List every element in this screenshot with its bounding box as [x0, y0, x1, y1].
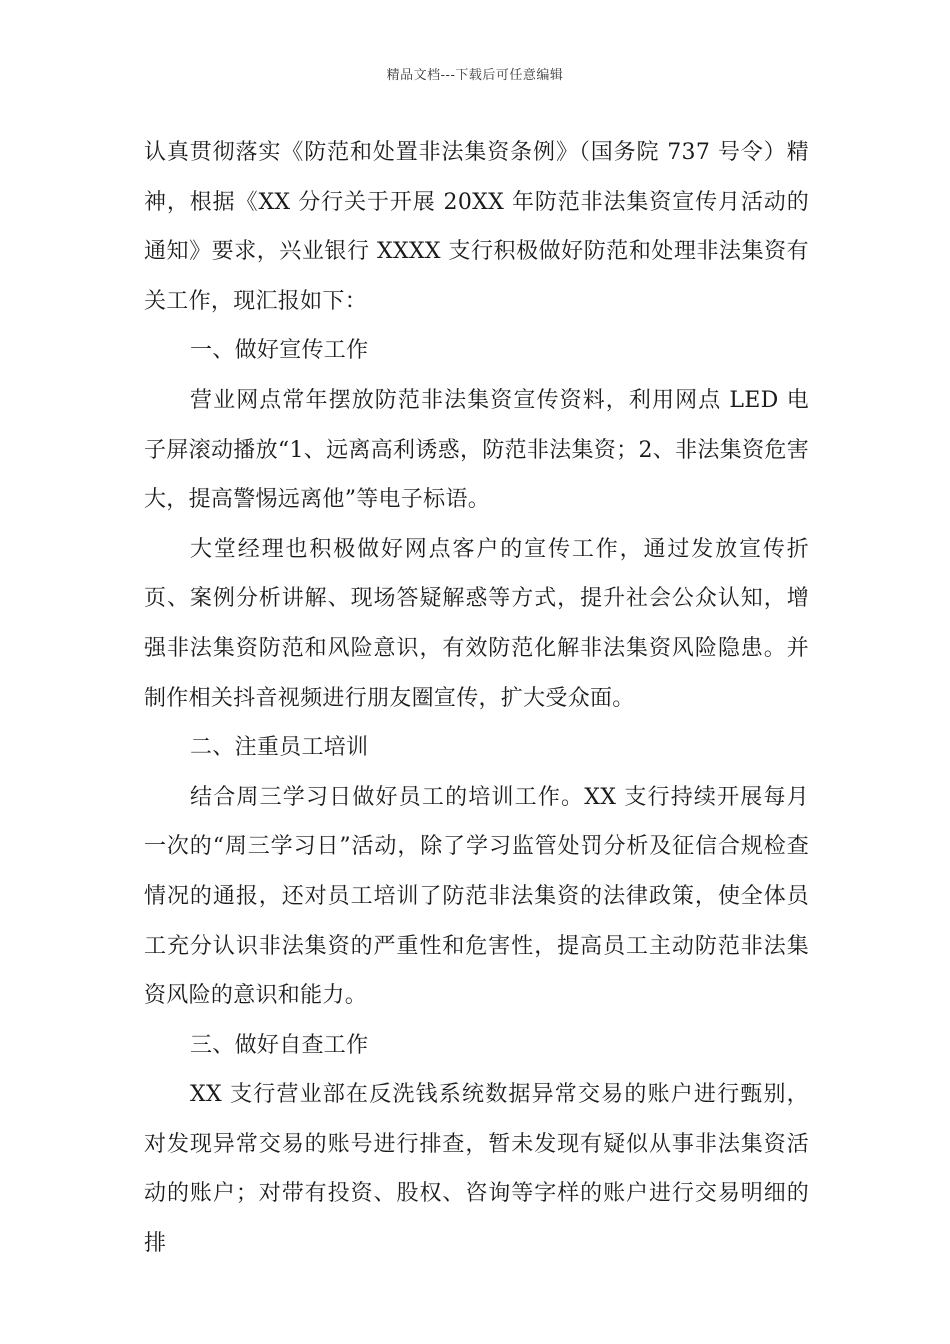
paragraph-lobby-manager: 大堂经理也积极做好网点客户的宣传工作，通过发放宣传折页、案例分析讲解、现场答疑解惑等方式，提升社会公众认知，增强非法集资防范和风险意识，有效防范化解非法集资风险隐患。并制作相关抖音视频进行朋友圈宣传，扩大受众面。 — [144, 536, 809, 711]
paragraph-training: 结合周三学习日做好员工的培训工作。XX 支行持续开展每月一次的“周三学习日”活动，除了学习监管处罚分析及征信合规检查情况的通报，还对员工培训了防范非法集资的法律政策，使全体员工充分认识非法集资的严重性和危害性，提高员工主动防范非法集资风险的意识和能力。 — [144, 784, 809, 1009]
section-heading-self-check: 三、做好自查工作 — [190, 1032, 369, 1058]
document-body — [144, 128, 809, 1269]
paragraph-publicity-materials: 营业网点常年摆放防范非法集资宣传资料，利用网点 LED 电子屏滚动播放“1、远离高利诱惑，防范非法集资；2、非法集资危害大，提高警惕远离他”等电子标语。 — [144, 387, 809, 513]
section-heading-publicity: 一、做好宣传工作 — [190, 338, 369, 364]
section-heading-training: 二、注重员工培训 — [190, 735, 369, 761]
page-header: 精品文档---下载后可任意编辑 — [386, 68, 564, 83]
paragraph-self-check: XX 支行营业部在反洗钱系统数据异常交易的账户进行甄别，对发现异常交易的账号进行排查，暂未发现有疑似从事非法集资活动的账户；对带有投资、股权、咨询等字样的账户进行交易明细的排 — [144, 1082, 809, 1257]
intro-paragraph: 认真贯彻落实《防范和处置非法集资条例》（国务院 737 号令）精神，根据《XX 分行关于开展 20XX 年防范非法集资宣传月活动的通知》要求，兴业银行 XXXX 支行积极做好防范和处理非法集资有关工作，现汇报如下： — [144, 140, 809, 314]
